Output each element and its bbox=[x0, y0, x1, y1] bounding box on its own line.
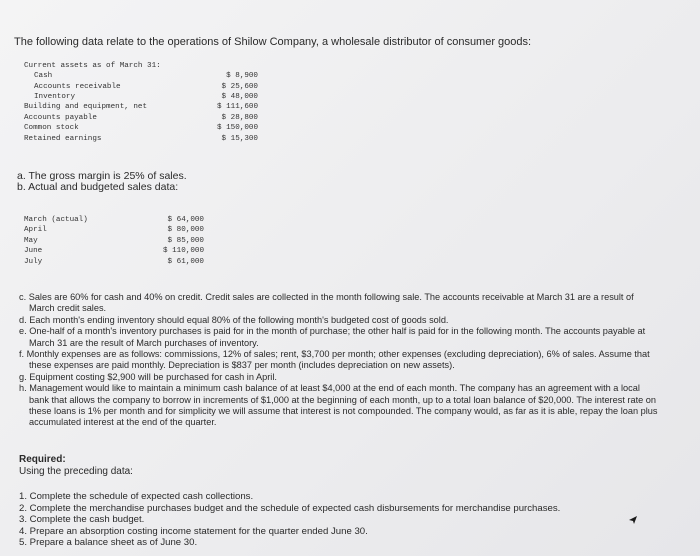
assumption-e: e. One-half of a month's inventory purchases is paid for in the month of purchase; the other half is paid for in the following month. The accounts payable at March 31 are the result of March purchases of inventory. bbox=[19, 326, 646, 348]
assumption-h: h. Management would like to maintain a minimum cash balance of at least $4,000 at the end of each month. The company has an agreement with a local bank that allows the company to borrow in increments of $1,000 at the beginning of each month, up to a total loan balance of $20,000. The interest rate on these loans is 1% per month and for simplicity we will assume that interest is not compounded. The company would, as far as it is able, repay the loan plus accumulated interest at the end of the quarter. bbox=[19, 383, 658, 428]
assumptions-list bbox=[19, 292, 659, 429]
required-tasks-list bbox=[19, 491, 560, 549]
sales-value-march: $ 64,000 bbox=[167, 216, 204, 224]
asset-value-common-stock: $ 150,000 bbox=[216, 124, 258, 132]
required-subtitle: Using the preceding data: bbox=[19, 466, 133, 477]
asset-label-receivable: Accounts receivable bbox=[34, 83, 121, 91]
mouse-cursor-icon bbox=[628, 515, 638, 525]
asset-value-receivable: $ 25,600 bbox=[221, 83, 258, 91]
sales-month-april: April bbox=[24, 226, 47, 234]
assumption-c: c. Sales are 60% for cash and 40% on credit. Credit sales are collected in the month following sale. The accounts receivable at March 31 are a result of March credit sales. bbox=[19, 292, 634, 314]
asset-label-payable: Accounts payable bbox=[24, 114, 97, 122]
sales-month-march: March (actual) bbox=[24, 216, 88, 224]
sales-value-may: $ 85,000 bbox=[167, 237, 204, 245]
task-2: 2. Complete the merchandise purchases budget and the schedule of expected cash disbursements for merchandise purchases. bbox=[19, 502, 561, 514]
assumption-d: d. Each month's ending inventory should equal 80% of the following month's budgeted cost of goods sold. bbox=[19, 314, 449, 325]
sales-value-june: $ 110,000 bbox=[162, 247, 204, 255]
task-4: 4. Prepare an absorption costing income statement for the quarter ended June 30. bbox=[19, 525, 368, 537]
asset-label-building: Building and equipment, net bbox=[24, 103, 148, 111]
sales-value-july: $ 61,000 bbox=[167, 258, 204, 266]
required-section bbox=[19, 454, 133, 478]
sales-month-june: June bbox=[24, 247, 43, 255]
intro-text: The following data relate to the operations of Shilow Company, a wholesale distributor of consumer goods: bbox=[14, 36, 532, 48]
sales-month-july: July bbox=[24, 258, 43, 266]
asset-value-building: $ 111,600 bbox=[216, 103, 258, 111]
asset-label-common-stock: Common stock bbox=[24, 124, 79, 132]
required-title: Required: bbox=[19, 454, 66, 465]
asset-value-payable: $ 28,800 bbox=[221, 114, 258, 122]
assumption-f: f. Monthly expenses are as follows: commissions, 12% of sales; rent, $3,700 per month; other expenses (excluding depreciation), 6% of sales. Assume that these expenses are paid monthly. Depreciation is $837 per month (includes depreciation on new assets). bbox=[19, 349, 650, 371]
current-assets-heading: Current assets as of March 31: bbox=[24, 62, 161, 70]
asset-label-cash: Cash bbox=[34, 72, 53, 80]
note-b: b. Actual and budgeted sales data: bbox=[17, 181, 179, 193]
asset-label-inventory: Inventory bbox=[34, 93, 76, 101]
asset-value-inventory: $ 48,000 bbox=[221, 93, 258, 101]
task-3: 3. Complete the cash budget. bbox=[19, 514, 145, 526]
sales-month-may: May bbox=[24, 237, 38, 245]
asset-value-retained: $ 15,300 bbox=[221, 135, 258, 143]
task-5: 5. Prepare a balance sheet as of June 30. bbox=[19, 537, 198, 549]
asset-value-cash: $ 8,900 bbox=[226, 72, 258, 80]
note-a: a. The gross margin is 25% of sales. bbox=[17, 170, 187, 182]
asset-label-retained: Retained earnings bbox=[24, 135, 102, 143]
assumption-g: g. Equipment costing $2,900 will be purchased for cash in April. bbox=[19, 371, 277, 382]
sales-value-april: $ 80,000 bbox=[167, 226, 204, 234]
task-1: 1. Complete the schedule of expected cash collections. bbox=[19, 491, 254, 502]
